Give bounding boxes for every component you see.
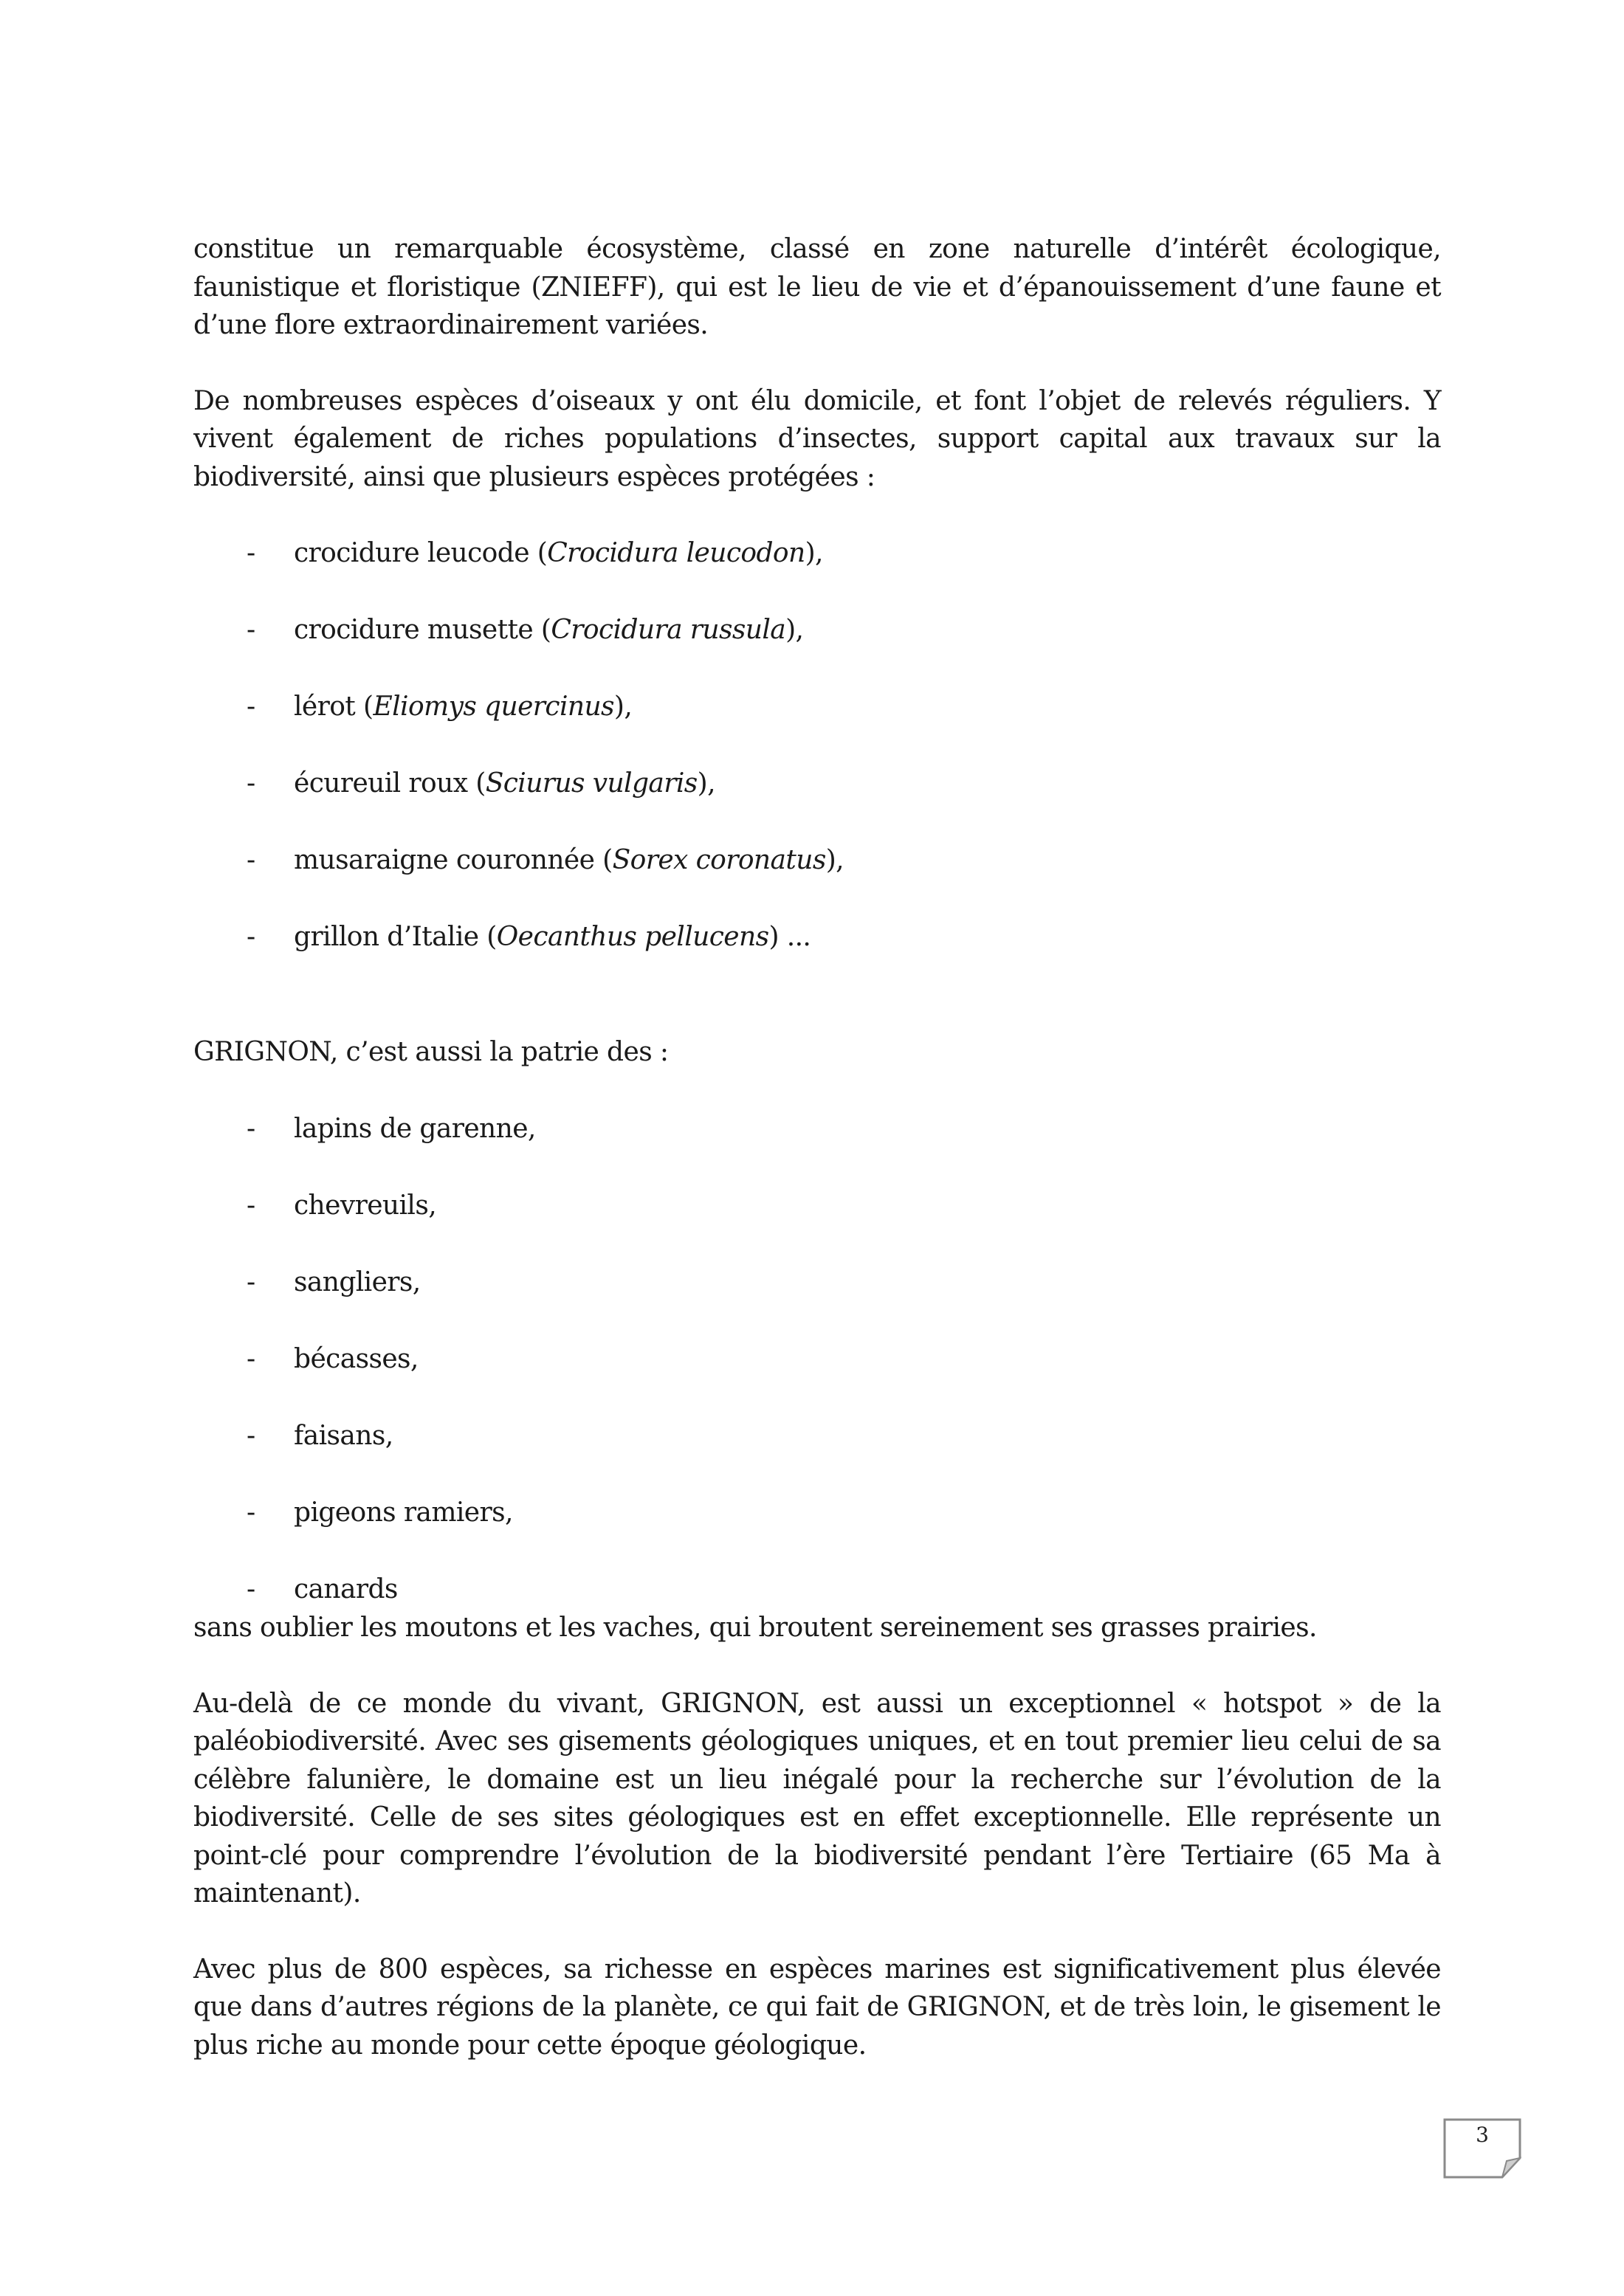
list-dash: - (247, 1344, 255, 1374)
list-item: - sangliers, (193, 1264, 1441, 1340)
latin-name: Sciurus vulgaris (485, 768, 698, 799)
paragraph-birds: De nombreuses espèces d’oiseaux y ont élu domicile, et font l’objet de relevés réguliers. Y vivent également de riches populations d’insectes, support capital aux travaux sur la biodiversité, ainsi que plusieurs espèces protégées : (193, 385, 1441, 492)
list-dash: - (247, 1574, 255, 1604)
list-dash: - (247, 615, 255, 645)
list-item: - lapins de garenne, (193, 1110, 1441, 1187)
list-item: - crocidure leucode (Crocidura leucodon), (193, 534, 1441, 611)
list-item: - pigeons ramiers, (193, 1494, 1441, 1571)
list-dash: - (247, 538, 255, 568)
list-item: - bécasses, (193, 1340, 1441, 1417)
list-dash: - (247, 845, 255, 875)
list-item: - crocidure musette (Crocidura russula), (193, 611, 1441, 688)
latin-name: Sorex coronatus (612, 845, 826, 875)
latin-name: Crocidura russula (551, 615, 786, 645)
list-item: - musaraigne couronnée (Sorex coronatus), (193, 841, 1441, 918)
list-dash: - (247, 1421, 255, 1451)
page-number: 3 (1476, 2123, 1489, 2147)
list-dash: - (247, 922, 255, 952)
paragraph-livestock: sans oublier les moutons et les vaches, qui broutent sereinement ses grasses prairies. (193, 1613, 1317, 1643)
list-dash: - (247, 768, 255, 799)
list-dash: - (247, 1190, 255, 1221)
paragraph-marine-species: Avec plus de 800 espèces, sa richesse en espèces marines est significativement plus élevée que dans d’autres régions de la planète, ce qui fait de GRIGNON, et de très loin, le gisement le plus riche au monde pour cette époque géologique. (193, 1954, 1441, 2061)
list-dash: - (247, 1267, 255, 1297)
list-item: - grillon d’Italie (Oecanthus pellucens) ... (193, 918, 1441, 995)
list-item: - lérot (Eliomys quercinus), (193, 688, 1441, 765)
list-item: - chevreuils, (193, 1187, 1441, 1264)
paragraph-grignon-intro: GRIGNON, c’est aussi la patrie des : (193, 1037, 669, 1067)
list-dash: - (247, 1497, 255, 1528)
list-item: - faisans, (193, 1417, 1441, 1494)
document-page (193, 230, 1441, 2064)
protected-species-list (193, 534, 1441, 995)
paragraph-paleobiodiversity: Au-delà de ce monde du vivant, GRIGNON, est aussi un exceptionnel « hotspot » de la paléobiodiversité. Avec ses gisements géologiques uniques, et en tout premier lieu celui de sa célèbre falunière, le domaine est un lieu inégalé pour la recherche sur l’évolution de la biodiversité. Celle de ses sites géologiques est en effet exceptionnelle. Elle représente un point-clé pour comprendre l’évolution de la biodiversité pendant l’ère Tertiaire (65 Ma à maintenant). (193, 1688, 1441, 1909)
page-number-box (1443, 2118, 1521, 2177)
latin-name: Crocidura leucodon (547, 538, 805, 568)
latin-name: Oecanthus pellucens (496, 922, 769, 952)
list-item: - écureuil roux (Sciurus vulgaris), (193, 765, 1441, 841)
list-dash: - (247, 692, 255, 722)
latin-name: Eliomys quercinus (373, 692, 614, 722)
list-dash: - (247, 1114, 255, 1144)
paragraph-ecosystem: constitue un remarquable écosystème, classé en zone naturelle d’intérêt écologique, faunistique et floristique (ZNIEFF), qui est le lieu de vie et d’épanouissement d’une faune et d’une flore extraordinairement variées. (193, 234, 1441, 340)
grignon-species-list (193, 1110, 1441, 1609)
list-item: - canards (193, 1571, 1441, 1609)
